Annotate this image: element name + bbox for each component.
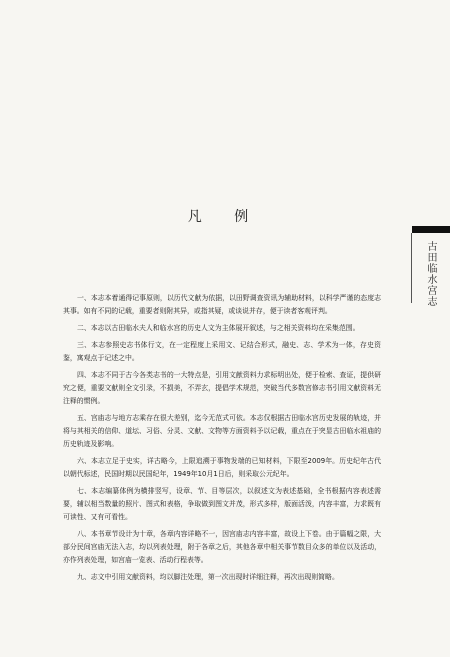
side-tab-label: 古田临水宫志 — [425, 241, 436, 307]
page-title: 凡 例 — [187, 209, 263, 225]
paragraph-9: 九、志文中引用文献资料，均以脚注处理，第一次出现时详细注释，再次出现则简略。 — [77, 573, 339, 581]
paragraph-5: 五、宫庙志与地方志乘存在很大差别，迄今无范式可依。本志仅根据古田临水宫历史发展的轨迹，并将与其相关的信仰、道坛、习俗、分灵、文献、文物等方面资料予以记载，重点在于突显古田临水祖庙的历史轨迹及影响。 — [63, 414, 381, 448]
side-tab — [412, 226, 450, 307]
paragraph-3: 三、本志参照史志书体行文，在一定程度上采用文、记结合形式，融史、志、学术为一体，存史资鉴，寓观点于记述之中。 — [63, 341, 381, 362]
paragraph-8: 八、本书章节设计为十章，各章内容详略不一，因宫庙志内容丰富，故设上下卷。由于篇幅之限，大部分民间宫庙无法入志，均以列表处理，附于各章之后，其他各章中相关事节数目众多的单位以及活动，亦作列表处理，如宫庙一览表、活动行程表等。 — [63, 530, 381, 564]
paragraph-7: 七、本志编纂体例为横排竖写，设章、节、目等层次，以叙述文为表述基础，全书根据内容表述需要，辅以相当数量的照片、图式和表格，争取做到图文并茂，形式多样，版面活泼，内容丰富，力求既有可读性、又有可看性。 — [63, 487, 381, 521]
side-tab-bar — [412, 226, 450, 233]
paragraph-2: 二、本志以古田临水夫人和临水宫的历史人文为主体展开叙述，与之相关资料均在采集范围。 — [77, 324, 360, 332]
body-text — [63, 292, 381, 588]
paragraph-6: 六、本志立足于史实，详古略今，上限追溯于事物发端的已知材料，下限至2009年。历史纪年古代以朝代标述，民国时期以民国纪年，1949年10月1日后，则采取公元纪年。 — [63, 457, 381, 478]
paragraph-4: 四、本志不同于古今各类志书的一大特点是，引用文献资料力求标明出处，便于检索、查证，提供研究之便，重要文献则全文引录，不损美，不弄玄，提倡学术规范，突破当代多数宫修志书引用文献资料无注释的惯例。 — [63, 371, 381, 405]
paragraph-1: 一、本志本着通得记事原则，以历代文献为依据，以田野调查资讯为辅助材料，以科学严谨的态度志其事。如有不同的记载，重要者则附其异，或指其疑，或谈说并存，便于读者客观评判。 — [63, 294, 381, 315]
